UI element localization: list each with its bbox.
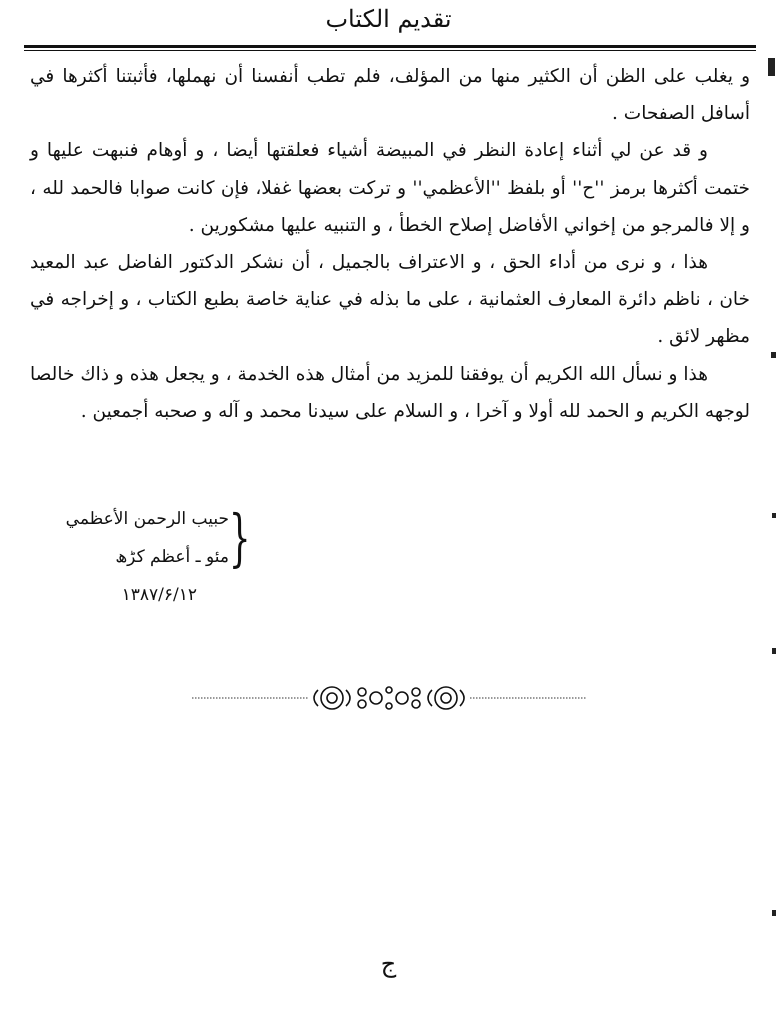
header-rule-thin [24, 50, 756, 51]
signature-brace: } [228, 501, 251, 574]
signature-date: ۱۳۸۷/۶/۱۲ [121, 585, 197, 605]
body-text [30, 58, 750, 430]
signature-name: حبيب الرحمن الأعظمي [65, 509, 229, 529]
page-number: ج [380, 950, 397, 978]
header-rule-thick [24, 45, 756, 48]
signature-block [29, 500, 229, 614]
signature-place: مئو ـ أعظم كڑھ [115, 547, 229, 567]
edge-mark-1 [771, 352, 776, 358]
paragraph-3: هذا ، و نرى من أداء الحق ، و الاعتراف بالجميل ، أن نشكر الدكتور الفاضل عبد المعيد خان ، ناظم دائرة المعارف العثمانية ، على ما بذله في عناية خاصة بطبع الكتاب ، و إخراجه في مظهر لائق . [30, 252, 750, 348]
running-header-title: تقديم الكتاب [325, 5, 452, 33]
edge-mark-4 [772, 910, 776, 916]
paragraph-4: هذا و نسأل الله الكريم أن يوفقنا للمزيد من أمثال هذه الخدمة ، و يجعل هذه و ذاك خالصا لوجهه الكريم و الحمد لله أولا و آخرا ، و السلام على سيدنا محمد و آله و صحبه أجمعين . [30, 363, 750, 422]
edge-mark-2 [772, 513, 776, 518]
edge-mark-3 [772, 648, 776, 654]
edge-mark-top [768, 58, 775, 76]
ornament-divider-icon [192, 680, 586, 716]
paragraph-2: و قد عن لي أثناء إعادة النظر في المبيضة أشياء فعلقتها أيضا ، و أوهام فنبهت عليها و ختمت أكثرها برمز ''ح'' أو بلفظ ''الأعظمي'' و تركت بعضها غفلا، فإن كانت صوابا فالحمد لله ، و إلا فالمرجو من إخواني الأفاضل إصلاح الخطأ ، و التنبيه عليها مشكورين . [30, 140, 750, 236]
paragraph-1: و يغلب على الظن أن الكثير منها من المؤلف، فلم تطب أنفسنا أن نهملها، فأثبتنا أكثرها في أسافل الصفحات . [30, 66, 750, 125]
